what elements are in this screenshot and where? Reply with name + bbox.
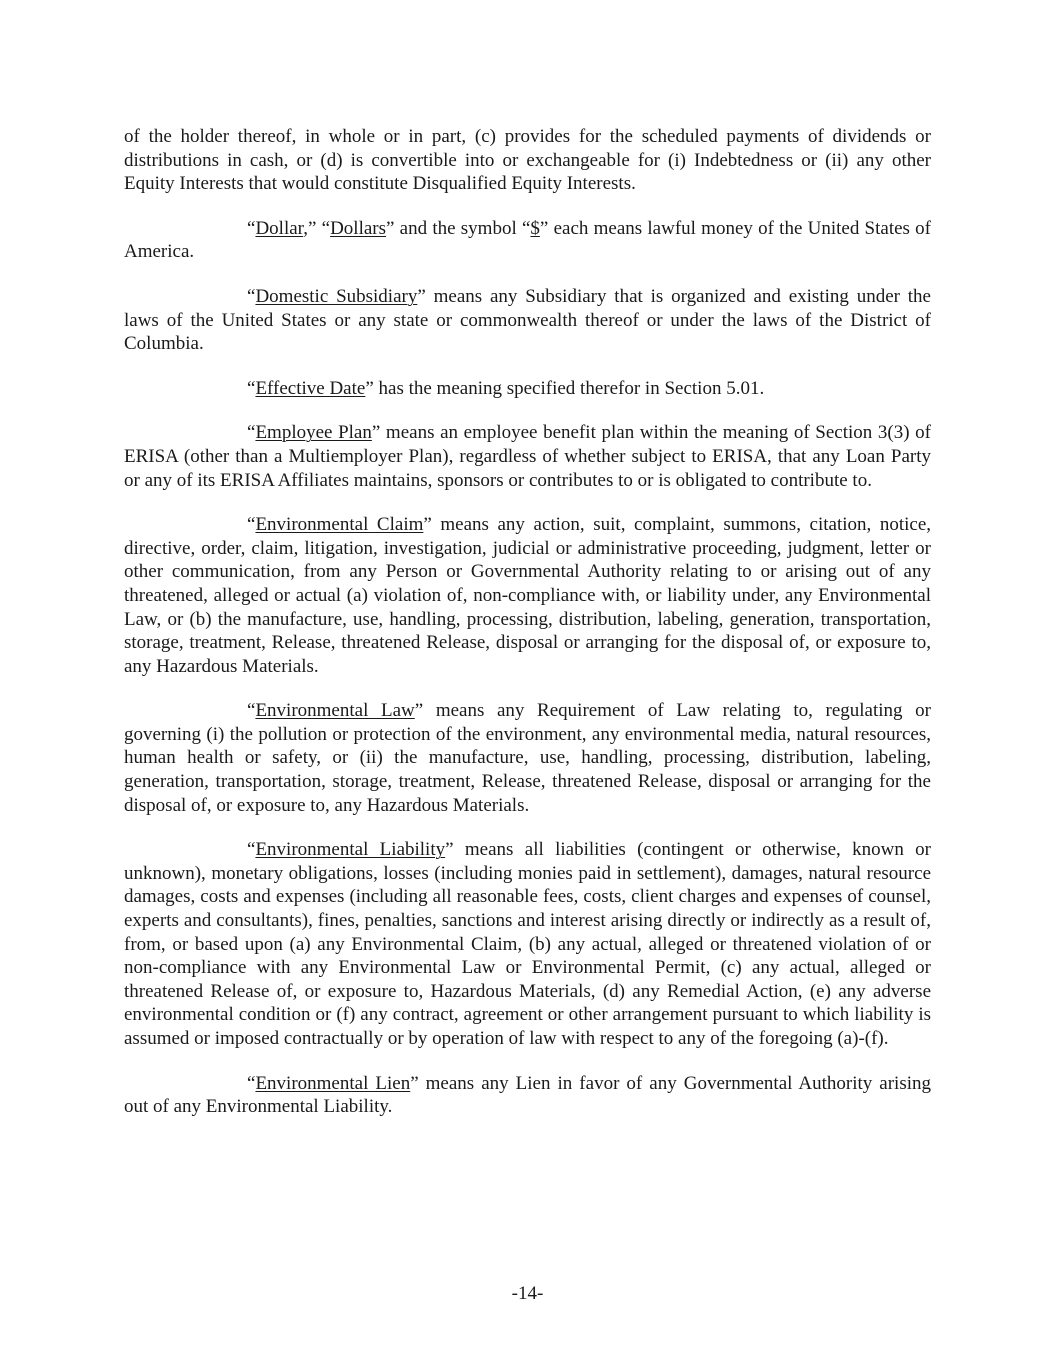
page-number: -14- [511,1283,544,1304]
open-quote: “ [247,700,256,722]
definition-text: ” means any action, suit, complaint, summons, citation, notice, directive, order, claim, litigation, investigation, judicial or administrative proceeding, judgment, letter or other communication, from any Person or Governmental Authority relating to or arising out of any threatened, alleged or actual (a) violation of, non-compliance with, or liability under, any Environmental Law, or (b) the manufacture, use, handling, processing, distribution, labeling, generation, transportation, storage, treatment, Release, threatened Release, disposal or arranging for the disposal of, or exposure to, any Hazardous Materials. [124,514,931,677]
open-quote: “ [247,1072,256,1094]
definition-dollar [124,217,931,264]
definition-effective-date [124,377,931,401]
definition-text: ” each means lawful money of the United States of America. [124,217,931,263]
defined-term: Environmental Liability [255,839,446,861]
definition-environmental-liability [124,838,931,1050]
definition-text: ,” “ [303,217,331,239]
definition-environmental-claim [124,513,931,678]
defined-term: Environmental Law [255,700,415,722]
open-quote: “ [247,514,256,536]
definition-environmental-law [124,699,931,817]
open-quote: “ [247,217,256,239]
open-quote: “ [247,285,256,307]
defined-term: Employee Plan [255,422,372,444]
defined-term-dollar: Dollar [255,217,304,239]
definition-text: ” and the symbol “ [386,217,531,239]
document-page [124,125,931,1140]
definition-text: ” has the meaning specified therefor in Section 5.01. [365,377,765,399]
definition-text: ” means any Subsidiary that is organized and existing under the laws of the United States or any state or commonwealth thereof or under the laws of the District of Columbia. [124,285,931,355]
defined-term: Environmental Lien [255,1072,411,1094]
open-quote: “ [247,377,256,399]
defined-term: Effective Date [255,377,366,399]
defined-term: Domestic Subsidiary [255,285,418,307]
defined-term-dollars: Dollars [330,217,387,239]
defined-term: Environmental Claim [255,514,424,536]
definition-environmental-lien [124,1072,931,1119]
definition-text: ” means any Lien in favor of any Governmental Authority arising out of any Environmental Liability. [124,1072,931,1118]
definition-text: ” means any Requirement of Law relating to, regulating or governing (i) the pollution or protection of the environment, any environmental media, natural resources, human health or safety, or (ii) the manufacture, use, handling, processing, distribution, labeling, generation, transportation, storage, treatment, Release, threatened Release, disposal or arranging for the disposal of, or exposure to, any Hazardous Materials. [124,700,931,816]
definition-domestic-subsidiary [124,285,931,356]
definition-text: ” means an employee benefit plan within the meaning of Section 3(3) of ERISA (other than a Multiemployer Plan), regardless of whether subject to ERISA, that any Loan Party or any of its ERISA Affiliates maintains, sponsors or contributes to or is obligated to contribute to. [124,422,932,491]
paragraph-continuation: of the holder thereof, in whole or in part, (c) provides for the scheduled payments of dividends or distributions in cash, or (d) is convertible into or exchangeable for (i) Indebtedness or (ii) any other Equity Interests that would constitute Disqualified Equity Interests. [124,126,931,195]
defined-term-dollar-symbol: $ [530,217,540,239]
open-quote: “ [247,839,256,861]
definition-text: ” means all liabilities (contingent or otherwise, known or unknown), monetary obligations, losses (including monies paid in settlement), damages, natural resource damages, costs and expenses (including all reasonable fees, costs, client charges and expenses of counsel, experts and consultants), fines, penalties, sanctions and interest arising directly or indirectly as a result of, from, or based upon (a) any Environmental Claim, (b) any actual, alleged or threatened violation of or non-compliance with any Environmental Law or Environmental Permit, (c) any actual, alleged or threatened Release of, or exposure to, Hazardous Materials, (d) any Remedial Action, (e) any adverse environmental condition or (f) any contract, agreement or other arrangement pursuant to which liability is assumed or imposed contractually or by operation of law with respect to any of the foregoing (a)-(f). [124,839,931,1049]
definition-employee-plan [124,421,931,492]
open-quote: “ [247,422,256,444]
